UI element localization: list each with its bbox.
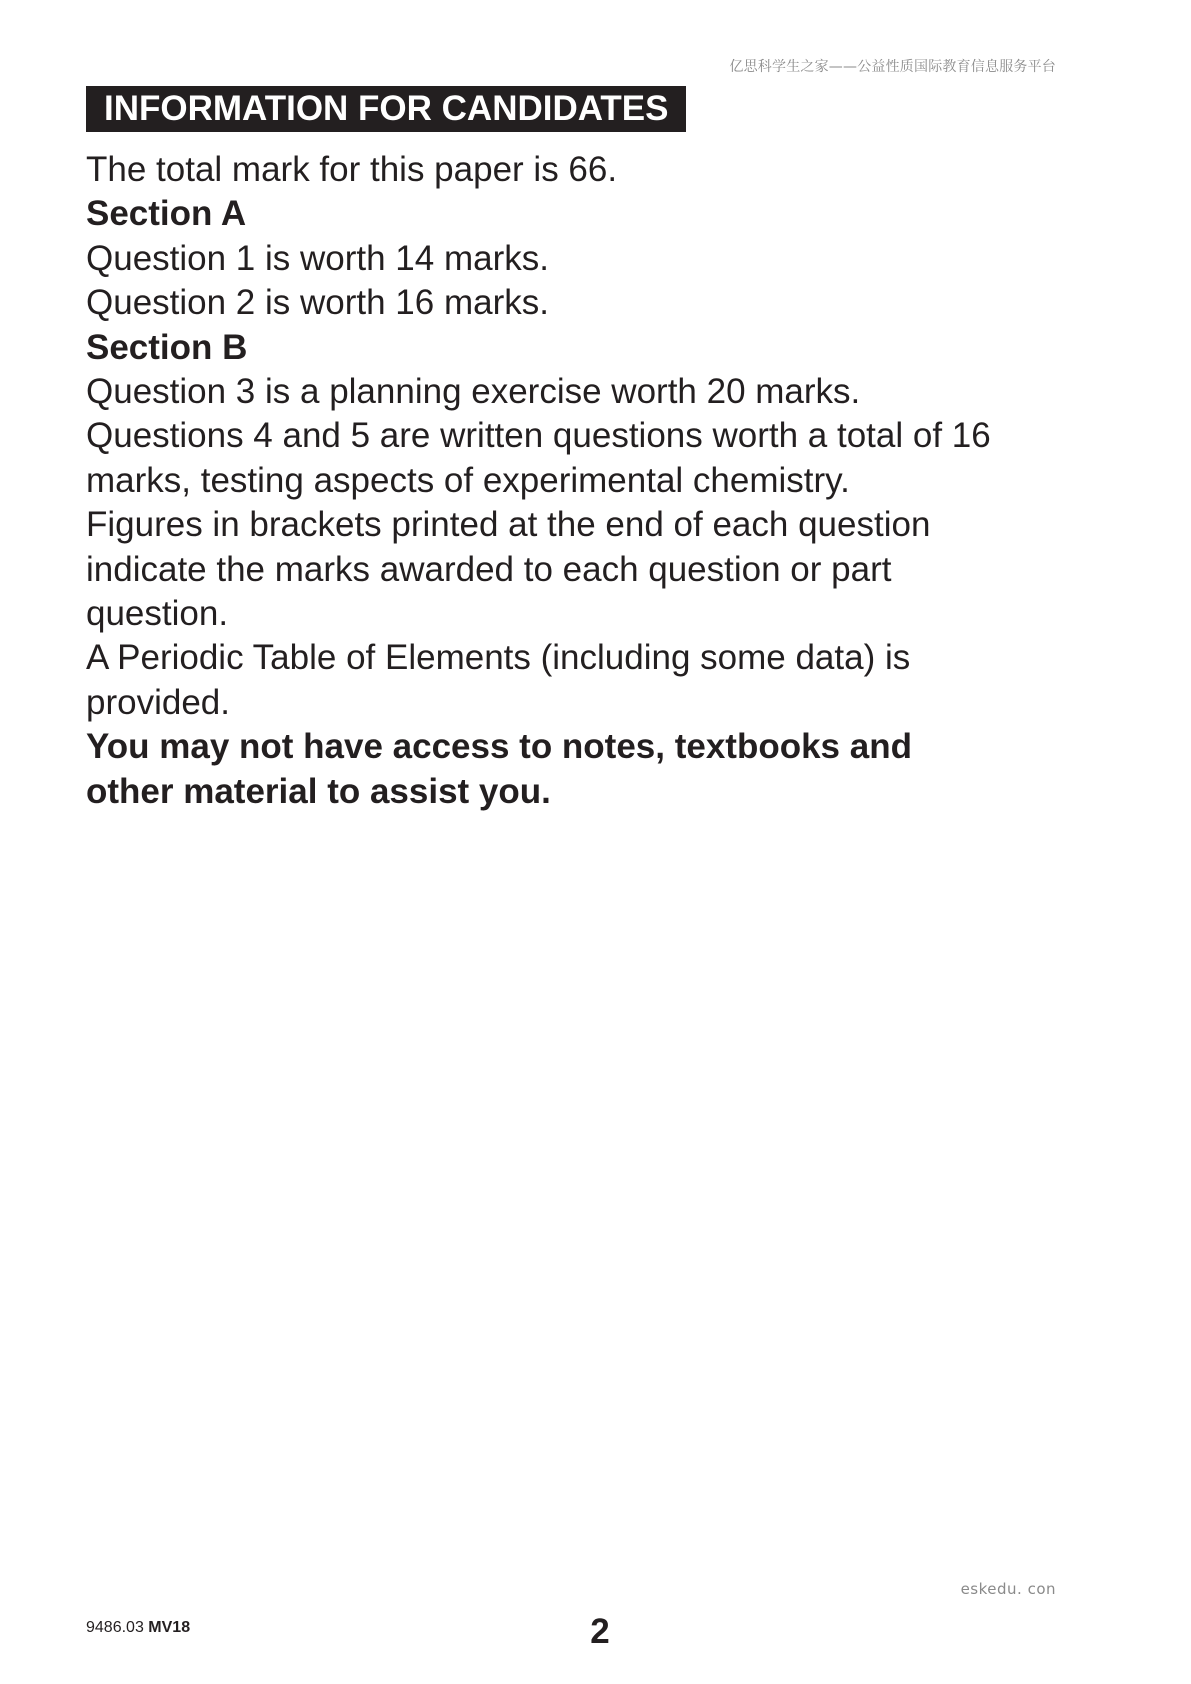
info-heading: INFORMATION FOR CANDIDATES (86, 86, 686, 132)
site-watermark-text: eskedu. con (960, 1580, 1056, 1598)
question-3-text: Question 3 is a planning exercise worth 20 marks. (86, 372, 861, 412)
no-notes-text: You may not have access to notes, textbooks and other material to assist you. (86, 727, 912, 811)
question-2-text: Question 2 is worth 16 marks. (86, 283, 549, 323)
paper-code (86, 1619, 190, 1637)
section-a-title: Section A (86, 194, 247, 234)
section-b-title: Section B (86, 327, 248, 367)
figures-note-text: Figures in brackets printed at the end of each question indicate the marks awarded to each question or part question. (86, 505, 931, 634)
paper-code-number: 9486.03 (86, 1619, 144, 1636)
questions-4-5-text: Questions 4 and 5 are written questions worth a total of 16 marks, testing aspects of experimental chemistry. (86, 416, 991, 500)
header-watermark-text: 亿思科学生之家——公益性质国际教育信息服务平台 (729, 59, 1056, 75)
question-1-text: Question 1 is worth 14 marks. (86, 238, 549, 278)
total-mark-text: The total mark for this paper is 66. (86, 150, 618, 189)
page-number: 2 (590, 1612, 610, 1651)
paper-code-suffix: MV18 (148, 1619, 191, 1636)
info-content (86, 148, 1036, 814)
periodic-table-text: A Periodic Table of Elements (including some data) is provided. (86, 638, 911, 722)
